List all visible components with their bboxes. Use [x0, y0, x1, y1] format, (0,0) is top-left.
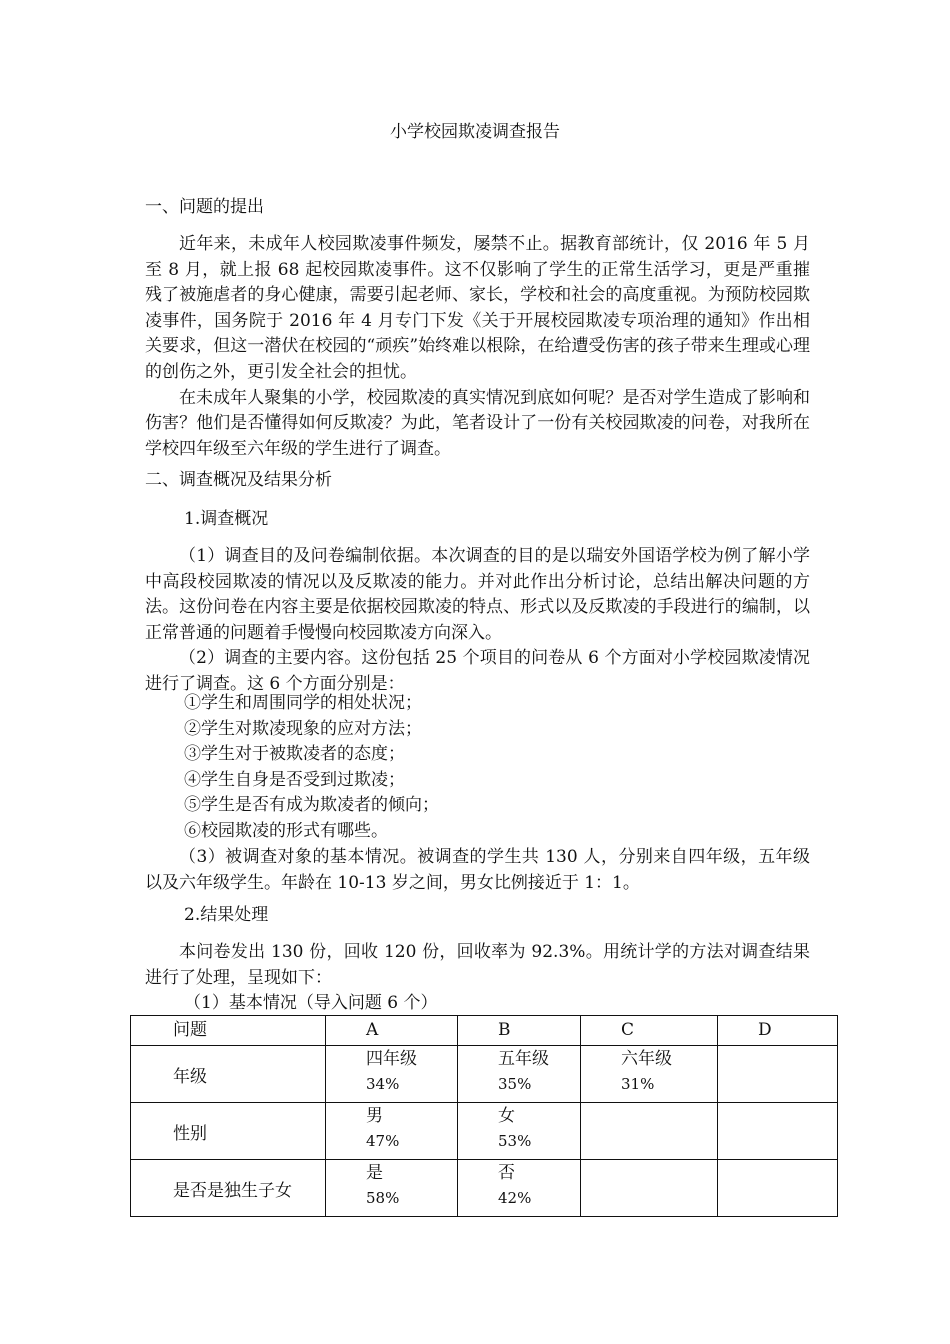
option-cell — [581, 1103, 718, 1160]
option-label: 六年级 — [621, 1049, 672, 1069]
option-label: 五年级 — [498, 1049, 549, 1069]
option-cell — [581, 1160, 718, 1217]
sub1-body — [145, 544, 810, 698]
option-cell — [326, 1160, 458, 1217]
sub1-body-2 — [145, 845, 810, 896]
sub2-heading: 2.结果处理 — [184, 905, 269, 925]
table-row — [131, 1103, 838, 1160]
list-item: ⑤学生是否有成为欺凌者的倾向； — [184, 795, 439, 816]
option-label: 否 — [498, 1163, 515, 1183]
section1-heading: 一、问题的提出 — [145, 197, 264, 217]
survey-table — [130, 1015, 838, 1217]
option-label: 女 — [498, 1106, 515, 1126]
sub2-body — [145, 940, 810, 991]
sub1-paragraph-2: （2）调查的主要内容。这份包括 25 个项目的问卷从 6 个方面对小学校园欺凌情况进行了调查。这 6 个方面分别是： — [145, 648, 810, 694]
row-question: 年级 — [131, 1046, 326, 1103]
option-percent: 53% — [498, 1132, 532, 1150]
option-cell — [718, 1103, 838, 1160]
option-cell — [718, 1046, 838, 1103]
table-header-row — [131, 1016, 838, 1046]
table-row — [131, 1046, 838, 1103]
list-item: ⑥校园欺凌的形式有哪些。 — [184, 820, 388, 841]
list-item: ③学生对于被欺凌者的态度； — [184, 744, 405, 765]
sub1-paragraph-1: （1）调查目的及问卷编制依据。本次调查的目的是以瑞安外国语学校为例了解小学中高段校园欺凌的情况以及反欺凌的能力。并对此作出分析讨论，总结出解决问题的方法。这份问卷在内容主要是依据校园欺凌的特点、形式以及反欺凌的手段进行的编制，以正常普通的问题着手慢慢向校园欺凌方向深入。 — [145, 546, 810, 643]
section2-heading: 二、调查概况及结果分析 — [145, 470, 332, 490]
option-percent: 35% — [498, 1075, 532, 1093]
content-list — [184, 691, 439, 845]
option-percent: 34% — [366, 1075, 400, 1093]
header-a: A — [326, 1016, 458, 1046]
option-percent: 31% — [621, 1075, 655, 1093]
row-question: 性别 — [131, 1103, 326, 1160]
option-percent: 47% — [366, 1132, 400, 1150]
option-cell — [581, 1046, 718, 1103]
section1-body — [145, 232, 810, 462]
option-cell — [458, 1160, 581, 1217]
option-label: 是 — [366, 1163, 383, 1183]
header-b: B — [458, 1016, 581, 1046]
option-cell — [458, 1103, 581, 1160]
section1-paragraph-2: 在未成年人聚集的小学，校园欺凌的真实情况到底如何呢？是否对学生造成了影响和伤害？他们是否懂得如何反欺凌？为此，笔者设计了一份有关校园欺凌的问卷，对我所在学校四年级至六年级的学生进行了调查。 — [145, 387, 810, 459]
table-row — [131, 1160, 838, 1217]
list-item: ②学生对欺凌现象的应对方法； — [184, 718, 422, 739]
option-label: 四年级 — [366, 1049, 417, 1069]
list-item: ①学生和周围同学的相处状况； — [184, 693, 422, 713]
option-percent: 42% — [498, 1189, 532, 1207]
document-title: 小学校园欺凌调查报告 — [390, 122, 560, 142]
sub2-paragraph-1: 本问卷发出 130 份，回收 120 份，回收率为 92.3%。用统计学的方法对调查结果进行了处理，呈现如下： — [145, 942, 810, 988]
option-cell — [718, 1160, 838, 1217]
header-d: D — [718, 1016, 838, 1046]
sub1-paragraph-3: （3）被调查对象的基本情况。被调查的学生共 130 人，分别来自四年级，五年级以及六年级学生。年龄在 10-13 岁之间，男女比例接近于 1：1。 — [145, 847, 810, 893]
option-cell — [458, 1046, 581, 1103]
row-question: 是否是独生子女 — [131, 1160, 326, 1217]
option-cell — [326, 1046, 458, 1103]
table-caption: （1）基本情况（导入问题 6 个） — [184, 993, 438, 1013]
header-question: 问题 — [131, 1016, 326, 1046]
option-label: 男 — [366, 1106, 383, 1126]
header-c: C — [581, 1016, 718, 1046]
list-item: ④学生自身是否受到过欺凌； — [184, 769, 405, 790]
sub1-heading: 1.调查概况 — [184, 509, 269, 529]
option-percent: 58% — [366, 1189, 400, 1207]
option-cell — [326, 1103, 458, 1160]
section1-paragraph-1: 近年来，未成年人校园欺凌事件频发，屡禁不止。据教育部统计，仅 2016 年 5 月至 8 月，就上报 68 起校园欺凌事件。这不仅影响了学生的正常生活学习，更是严重摧残了被施虐者的身心健康，需要引起老师、家长，学校和社会的高度重视。为预防校园欺凌事件，国务院于 2016 年 4 月专门下发《关于开展校园欺凌专项治理的通知》作出相关要求，但这一潜伏在校园的“顽疾”始终难以根除，在给遭受伤害的孩子带来生理或心理的创伤之外，更引发全社会的担忧。 — [145, 234, 810, 382]
